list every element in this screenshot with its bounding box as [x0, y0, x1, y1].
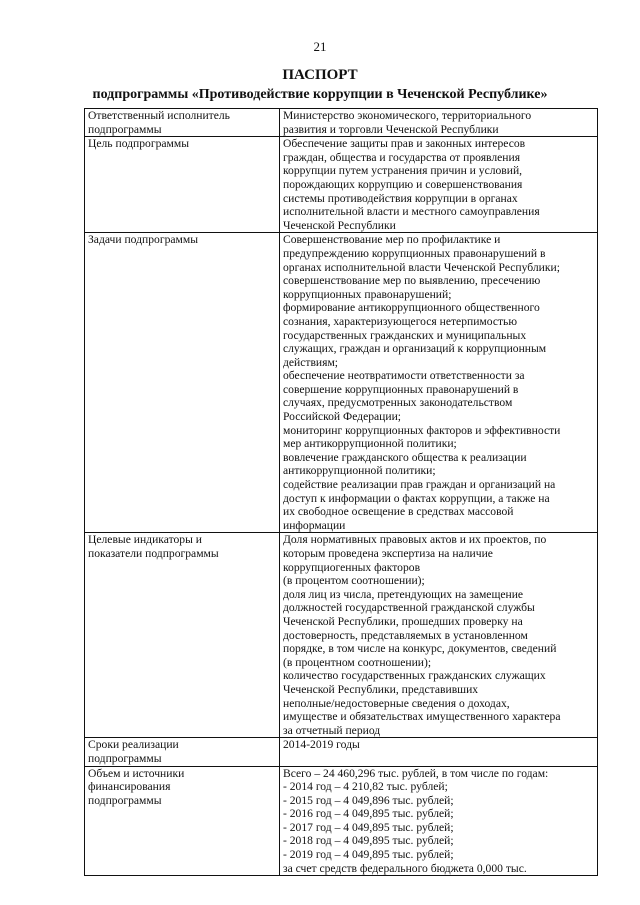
row-value-line: доля лиц из числа, претендующих на замещение: [283, 587, 524, 601]
row-label-line: Целевые индикаторы и: [88, 533, 202, 547]
table-row: [85, 533, 598, 738]
row-value-line: коррупционных правонарушений;: [283, 287, 452, 301]
row-value-line: содействие реализации прав граждан и организаций на: [283, 478, 556, 492]
row-value-line: неполные/недостоверные сведения о доходах,: [283, 696, 510, 710]
row-label-line: Задачи подпрограммы: [88, 233, 198, 247]
passport-table-body: [85, 109, 598, 876]
row-value-line: - 2019 год – 4 049,895 тыс. рублей;: [283, 848, 454, 862]
row-value-line: информации: [283, 518, 346, 532]
row-label-line: Цель подпрограммы: [88, 137, 190, 151]
row-label-line: Сроки реализации: [88, 738, 179, 752]
row-value-line: развития и торговли Чеченской Республики: [283, 122, 499, 136]
row-value-line: мониторинг коррупционных факторов и эффективности: [283, 423, 561, 437]
row-value-line: Чеченской Республики: [283, 218, 396, 232]
row-value-line: случаях, предусмотренных законодательством: [283, 396, 513, 410]
row-value-line: Чеченской Республики, представивших: [283, 682, 479, 696]
page-number: 21: [313, 39, 327, 54]
row-label-line: показатели подпрограммы: [88, 547, 219, 560]
row-value-line: совершенствование мер по выявлению, пресечению: [283, 274, 541, 288]
row-label-line: Ответственный исполнитель: [88, 109, 230, 122]
row-value-line: которым проведена экспертиза на наличие: [283, 547, 493, 560]
row-value-line: сознания, характеризующегося нетерпимостью: [283, 314, 517, 328]
passport-table: [84, 108, 598, 876]
row-value-line: (в процентном соотношении);: [283, 655, 432, 669]
row-value-line: органах исполнительной власти Чеченской Республики;: [283, 260, 560, 274]
row-value-line: порядке, в том числе на конкурс, документов, сведений: [283, 642, 557, 656]
row-label-cell: [85, 109, 280, 137]
row-value-line: коррупции путем устранения причин и условий,: [283, 164, 523, 178]
document-subtitle: подпрограммы «Противодействие коррупции в Чеченской Республике»: [92, 87, 548, 102]
row-value-line: Министерство экономического, территориального: [283, 109, 532, 122]
row-value-line: совершение коррупционных правонарушений в: [283, 382, 519, 396]
row-value-line: Чеченской Республики, прошедших проверку на: [283, 614, 523, 628]
row-value-line: за счет средств федерального бюджета 0,000 тыс.: [283, 861, 527, 875]
row-value-line: - 2014 год – 4 210,82 тыс. рублей;: [283, 780, 448, 794]
row-value-line: Совершенствование мер по профилактике и: [283, 233, 501, 247]
row-value-line: Обеспечение защиты прав и законных интересов: [283, 137, 526, 151]
row-label-cell: [85, 233, 280, 533]
row-value-line: (в процентом соотношении);: [283, 574, 425, 588]
row-value-line: граждан, общества и государства от проявления: [283, 150, 521, 164]
row-value-line: коррупциогенных факторов: [283, 560, 421, 574]
row-value-line: предупреждению коррупционных правонарушений в: [283, 246, 546, 260]
table-row: [85, 137, 598, 233]
row-value-cell: [280, 233, 598, 533]
row-value-cell: [280, 766, 598, 876]
row-label-line: финансирования: [88, 780, 171, 794]
row-value-line: - 2016 год – 4 049,895 тыс. рублей;: [283, 807, 454, 821]
row-value-line: обеспечение неотвратимости ответственности за: [283, 369, 525, 383]
row-value-line: мер антикоррупционной политики;: [283, 437, 457, 451]
row-value-line: государственных гражданских и муниципальных: [283, 328, 527, 342]
row-value-line: Российской Федерации;: [283, 410, 402, 424]
row-label-line: подпрограммы: [88, 751, 162, 765]
row-label-cell: [85, 533, 280, 738]
row-value-line: доступ к информации о фактах коррупции, а также на: [283, 491, 550, 505]
row-label-cell: [85, 738, 280, 766]
row-value-cell: [280, 533, 598, 738]
row-value-line: формирование антикоррупционного общественного: [283, 301, 540, 315]
row-label-line: Объем и источники: [88, 766, 185, 780]
table-row: [85, 109, 598, 137]
row-value-line: за отчетный период: [283, 723, 381, 737]
row-value-line: количество государственных гражданских служащих: [283, 669, 546, 683]
row-value-line: вовлечение гражданского общества к реализации: [283, 450, 527, 464]
row-value-line: порождающих коррупцию и совершенствования: [283, 177, 523, 191]
document-title: ПАСПОРТ: [282, 67, 358, 83]
row-value-line: 2014-2019 годы: [283, 738, 360, 752]
row-value-line: - 2017 год – 4 049,895 тыс. рублей;: [283, 820, 454, 834]
row-value-cell: [280, 738, 598, 766]
row-value-line: достоверность, представляемых в установленном: [283, 628, 528, 642]
row-value-cell: [280, 137, 598, 233]
row-value-line: действиям;: [283, 355, 339, 369]
table-row: [85, 233, 598, 533]
row-value-line: Доля нормативных правовых актов и их проектов, по: [283, 533, 547, 547]
row-label-cell: [85, 766, 280, 876]
row-label-line: подпрограммы: [88, 122, 162, 136]
row-value-cell: [280, 109, 598, 137]
row-value-line: должностей государственной гражданской службы: [283, 601, 535, 615]
row-value-line: антикоррупционной политики;: [283, 464, 436, 478]
row-value-line: служащих, граждан и организаций к коррупционным: [283, 342, 547, 356]
row-value-line: - 2018 год – 4 049,895 тыс. рублей;: [283, 834, 454, 848]
row-value-line: Всего – 24 460,296 тыс. рублей, в том числе по годам:: [283, 766, 549, 780]
row-value-line: - 2015 год – 4 049,896 тыс. рублей;: [283, 793, 454, 807]
row-value-line: системы противодействия коррупции в органах: [283, 191, 518, 205]
table-row: [85, 766, 598, 876]
row-value-line: имуществе и обязательствах имущественного характера: [283, 710, 561, 724]
row-value-line: их свободное освещение в средствах массовой: [283, 505, 514, 519]
row-label-line: подпрограммы: [88, 793, 162, 807]
table-row: [85, 738, 598, 766]
row-label-cell: [85, 137, 280, 233]
row-value-line: исполнительной власти и местного самоуправления: [283, 205, 540, 219]
